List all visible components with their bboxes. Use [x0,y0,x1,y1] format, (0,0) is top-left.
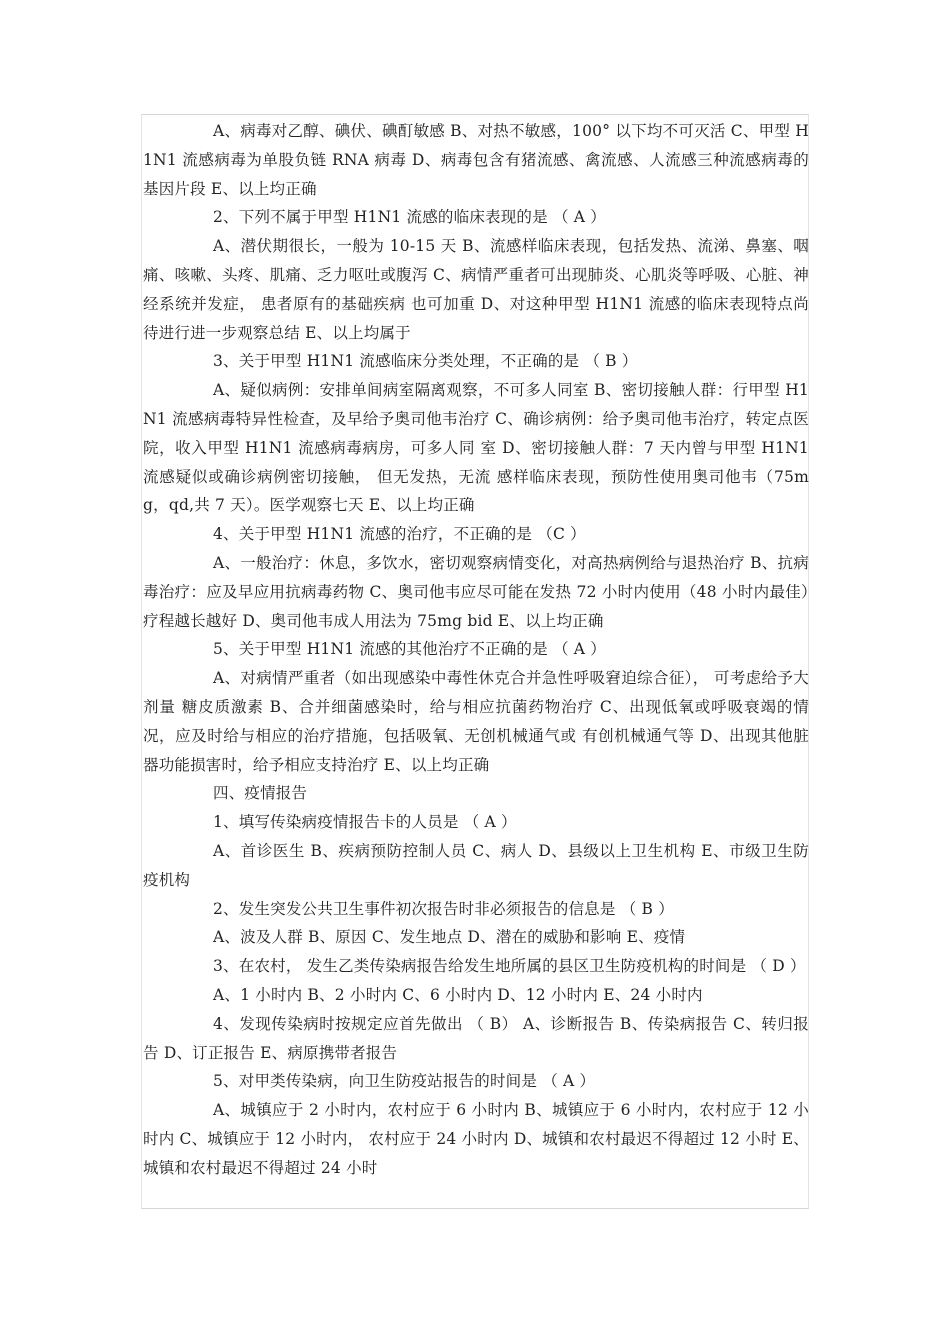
answer-options-q3: A、疑似病例：安排单间病室隔离观察，不可多人同室 B、密切接触人群：行甲型 H1N1 流感病毒特异性检查，及早给予奥司他韦治疗 C、确诊病例：给予奥司他韦治疗，转定点医院，收入甲型 H1N1 流感病毒病房，可多人同 室 D、密切接触人群：7 天内曾与甲型 H1N1 流感疑似或确诊病例密切接触， 但无发热，无流 感样临床表现，预防性使用奥司他韦（75mg，qd,共 7 天）。医学观察七天 E、以上均正确 [143,381,809,515]
section-heading: 四、疫情报告 [213,784,308,803]
report-options-2: A、波及人群 B、原因 C、发生地点 D、潜在的威胁和影响 E、疫情 [213,928,686,947]
answer-options-q4: A、一般治疗：休息，多饮水，密切观察病情变化，对高热病例给与退热治疗 B、抗病毒治疗：应及早应用抗病毒药物 C、奥司他韦应尽可能在发热 72 小时内使用（48 小时内最佳）疗程越长越好 D、奥司他韦成人用法为 75mg bid E、以上均正确 [143,553,809,630]
answer-options-q1: A、病毒对乙醇、碘伏、碘酊敏感 B、对热不敏感，100° 以下均不可灭活 C、甲型 H1N1 流感病毒为单股负链 RNA 病毒 D、病毒包含有猪流感、禽流感、人流感三种流感病毒的基因片段 E、以上均正确 [143,122,809,198]
question-4: 4、关于甲型 H1N1 流感的治疗，不正确的是 （C ） [213,525,586,544]
report-question-3: 3、在农村， 发生乙类传染病报告给发生地所属的县区卫生防疫机构的时间是 （ D ） [213,957,806,976]
report-options-3: A、1 小时内 B、2 小时内 C、6 小时内 D、12 小时内 E、24 小时内 [213,985,703,1004]
report-options-5: A、城镇应于 2 小时内，农村应于 6 小时内 B、城镇应于 6 小时内，农村应于 12 小时内 C、城镇应于 12 小时内， 农村应于 24 小时内 D、城镇和农村最迟不得超过 12 小时 E、城镇和农村最迟不得超过 24 小时 [143,1101,809,1177]
report-question-1: 1、填写传染病疫情报告卡的人员是 （ A ） [213,813,517,832]
question-3: 3、关于甲型 H1N1 流感临床分类处理，不正确的是 （ B ） [213,352,638,371]
report-options-1: A、首诊医生 B、疾病预防控制人员 C、病人 D、县级以上卫生机构 E、市级卫生防疫机构 [143,841,809,889]
question-2: 2、下列不属于甲型 H1N1 流感的临床表现的是 （ A ） [213,208,606,227]
answer-options-q2: A、潜伏期很长，一般为 10-15 天 B、流感样临床表现，包括发热、流涕、鼻塞、咽痛、咳嗽、头疼、肌痛、乏力呕吐或腹泻 C、病情严重者可出现肺炎、心肌炎等呼吸、心脏、神经系统并发症， 患者原有的基础疾病 也可加重 D、对这种甲型 H1N1 流感的临床表现特点尚待进行进一步观察总结 E、以上均属于 [143,237,809,342]
report-question-4: 4、发现传染病时按规定应首先做出 （ B） A、诊断报告 B、传染病报告 C、转归报告 D、订正报告 E、病原携带者报告 [143,1014,809,1062]
report-question-2: 2、发生突发公共卫生事件初次报告时非必须报告的信息是 （ B ） [213,899,674,918]
document-body [143,117,809,1182]
report-question-5: 5、对甲类传染病，向卫生防疫站报告的时间是 （ A ） [213,1072,596,1091]
answer-options-q5: A、对病情严重者（如出现感染中毒性休克合并急性呼吸窘迫综合征）， 可考虑给予大剂量 糖皮质激素 B、合并细菌感染时，给与相应抗菌药物治疗 C、出现低氧或呼吸衰竭的情况，应及时给与相应的治疗措施，包括吸氧、无创机械通气或 有创机械通气等 D、出现其他脏器功能损害时，给予相应支持治疗 E、以上均正确 [143,669,809,774]
question-5: 5、关于甲型 H1N1 流感的其他治疗不正确的是 （ A ） [213,640,606,659]
